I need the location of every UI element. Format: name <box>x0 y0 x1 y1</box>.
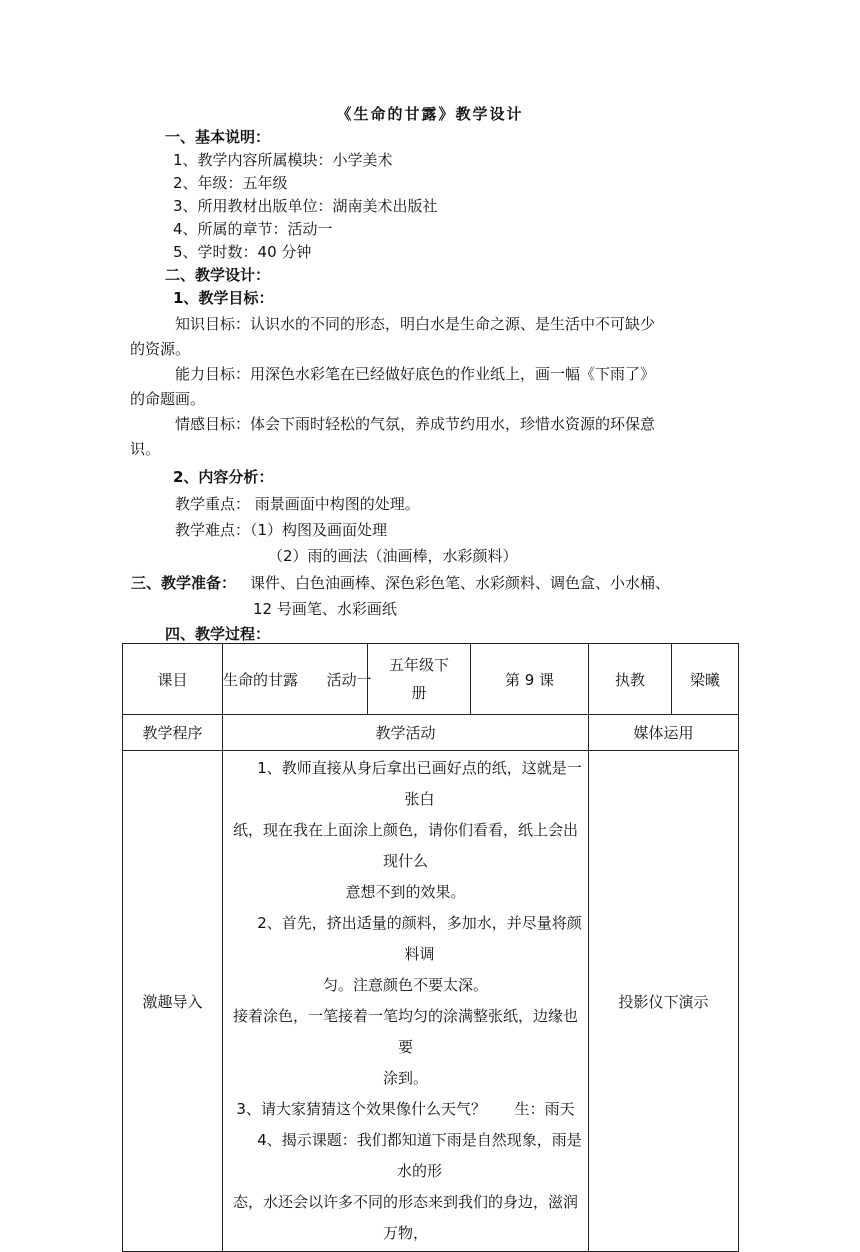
difficulty-line1: 教学难点：（1）构图及画面处理 <box>175 521 388 539</box>
goal-ability-line2: 的命题画。 <box>130 390 206 408</box>
info-publisher: 3、所用教材出版单位：湖南美术出版社 <box>173 197 438 215</box>
section3-heading: 三、教学准备： <box>131 574 237 592</box>
activity-line: 纸，现在我在上面涂上颜色，请你们看看，纸上会出现什么 <box>232 821 578 870</box>
activity-line: 涂到。 <box>382 1069 428 1087</box>
course-name-cell: 生命的甘露 活动一 <box>223 644 368 715</box>
activity-line: 3、请大家猜猜这个效果像什么天气？ 生：雨天 <box>236 1100 575 1118</box>
info-grade: 2、年级：五年级 <box>173 174 288 192</box>
key-point: 教学重点： 雨景画面中构图的处理。 <box>175 495 420 513</box>
difficulty-line2: （2）雨的画法（油画棒，水彩颜料） <box>268 547 518 565</box>
info-chapter: 4、所属的章节：活动一 <box>173 220 333 238</box>
teacher-name-cell: 梁曦 <box>672 644 739 715</box>
activity-line: 4、揭示课题：我们都知道下雨是自然现象，雨是水的形 <box>257 1131 582 1180</box>
activity-line: 意想不到的效果。 <box>345 883 466 901</box>
activity-line: 接着涂色，一笔接着一笔均匀的涂满整张纸，边缘也要 <box>232 1007 578 1056</box>
goal-emotion-line1: 情感目标：体会下雨时轻松的气氛，养成节约用水，珍惜水资源的环保意 <box>175 415 656 433</box>
lesson-cell: 第 9 课 <box>471 644 589 715</box>
stage-cell: 激趣导入 <box>123 751 223 1252</box>
goal-ability-line1: 能力目标：用深色水彩笔在已经做好底色的作业纸上，画一幅《下雨了》 <box>175 365 656 383</box>
grade-text: 五年级下册 <box>388 656 449 702</box>
teaching-process-table <box>122 643 739 1252</box>
analysis-heading: 2、内容分析： <box>173 468 274 486</box>
activity-line: 2、首先，挤出适量的颜料，多加水，并尽量将颜料调 <box>257 914 582 963</box>
goal-knowledge-line1: 知识目标：认识水的不同的形态，明白水是生命之源、是生活中不可缺少 <box>175 315 656 333</box>
procedure-header-cell: 教学程序 <box>123 715 223 751</box>
section1-heading: 一、基本说明： <box>165 128 271 146</box>
goal-knowledge-line2: 的资源。 <box>130 340 191 358</box>
activity-line: 态，水还会以许多不同的形态来到我们的身边，滋润万物， <box>232 1193 578 1242</box>
section4-heading: 四、教学过程： <box>165 625 271 643</box>
preparation-line2: 12 号画笔、水彩画纸 <box>253 600 397 618</box>
activity-line: 匀。注意颜色不要太深。 <box>322 976 488 994</box>
media-header-cell: 媒体运用 <box>589 715 739 751</box>
table-row <box>123 644 739 715</box>
info-module: 1、教学内容所属模块：小学美术 <box>173 151 393 169</box>
activity-header-cell: 教学活动 <box>223 715 589 751</box>
activity-content-cell <box>223 751 589 1252</box>
info-hours: 5、学时数：40 分钟 <box>173 243 312 261</box>
activity-line: 1、教师直接从身后拿出已画好点的纸，这就是一张白 <box>257 759 582 808</box>
section2-heading: 二、教学设计： <box>165 266 271 284</box>
table-row <box>123 715 739 751</box>
preparation-line1: 课件、白色油画棒、深色彩色笔、水彩颜料、调色盒、小水桶、 <box>250 574 671 592</box>
teacher-label-cell: 执教 <box>589 644 672 715</box>
document-title: 《生命的甘露》教学设计 <box>336 105 524 123</box>
media-cell: 投影仪下演示 <box>589 751 739 1252</box>
grade-cell <box>368 644 471 715</box>
goal-emotion-line2: 识。 <box>130 440 161 458</box>
goals-heading: 1、教学目标： <box>173 289 274 307</box>
table-row <box>123 751 739 1252</box>
course-label-cell: 课目 <box>123 644 223 715</box>
